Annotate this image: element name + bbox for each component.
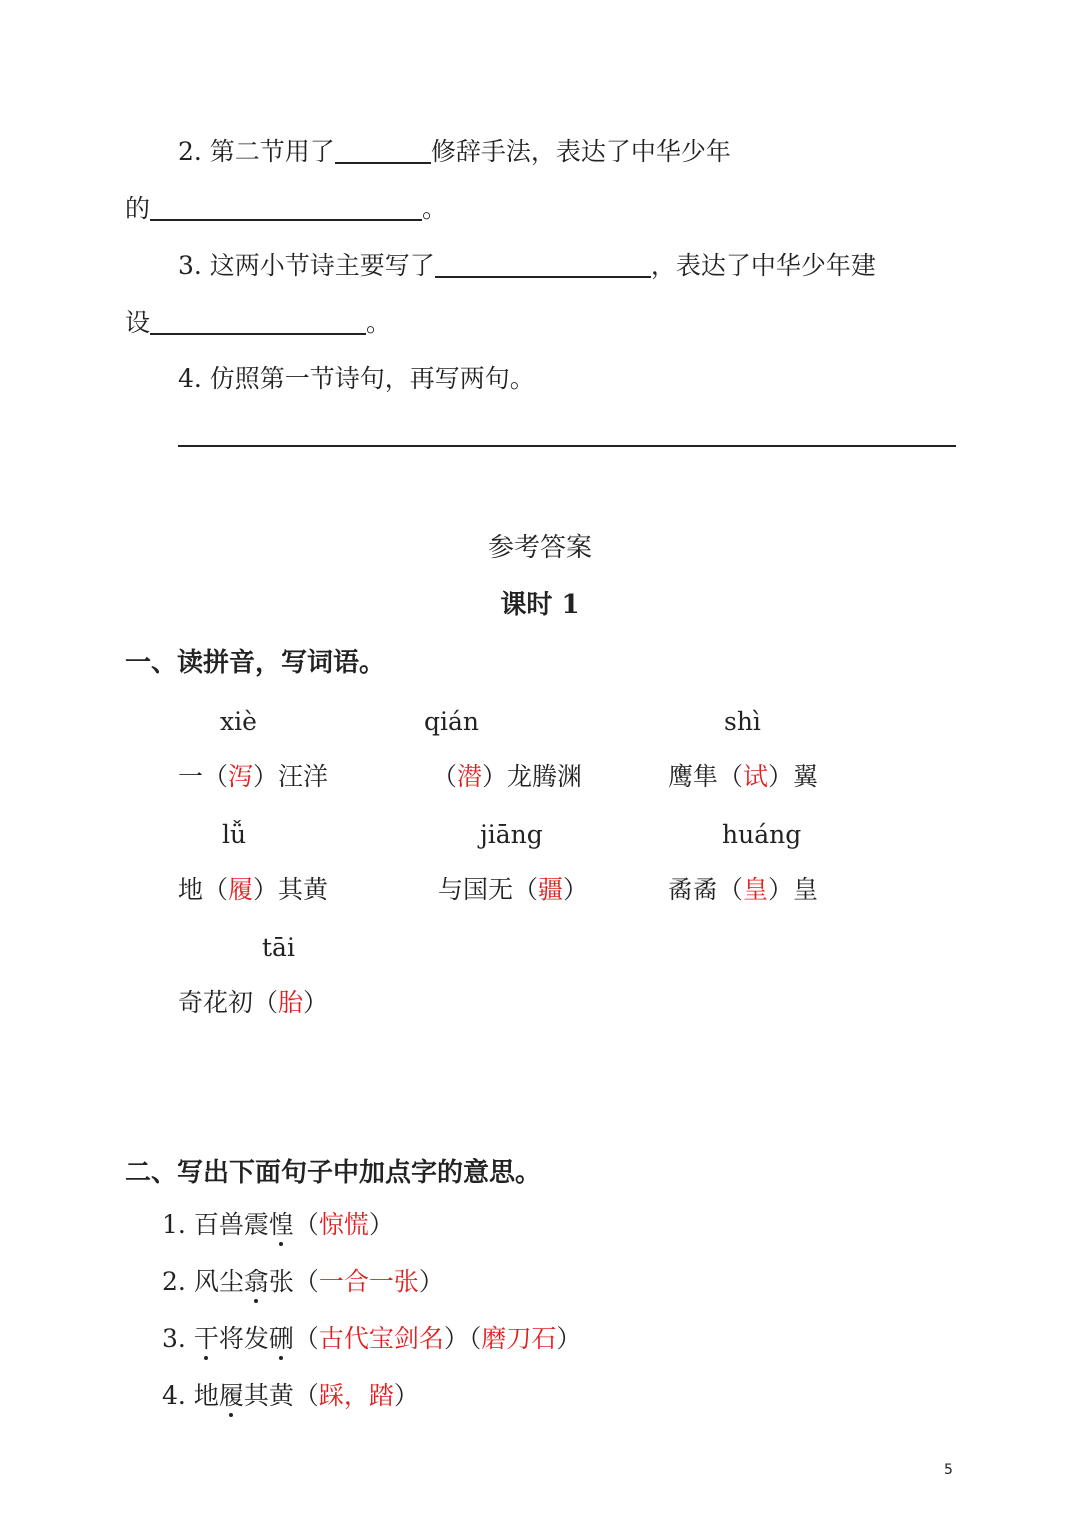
section-1-heading: 一、读拼音，写词语。: [125, 648, 386, 678]
answers-title: 参考答案: [487, 533, 592, 563]
word-item: 矞矞（皇）皇: [668, 875, 819, 904]
pinyin: tāi: [262, 933, 295, 962]
dotted-char: 干: [193, 1324, 219, 1353]
question-3-line2: 设 。: [125, 308, 392, 337]
pinyin: jiāng: [480, 820, 543, 849]
dotted-char: 惶: [268, 1210, 294, 1239]
pinyin: huáng: [722, 820, 802, 849]
dotted-char: 履: [218, 1381, 244, 1410]
word-item: 地（履）其黄: [178, 875, 329, 904]
word-item: 奇花初（胎）: [178, 988, 329, 1017]
answer-blank[interactable]: [150, 195, 422, 221]
word-item: （潜）龙腾渊: [432, 762, 583, 791]
pinyin: xiè: [220, 707, 257, 736]
question-2-line2: 的 。: [125, 194, 448, 223]
page-number: 5: [944, 1462, 953, 1478]
answer-blank[interactable]: [335, 138, 431, 164]
pinyin: shì: [724, 707, 761, 736]
meaning-item-1: 1. 百兽震惶（惊慌）: [162, 1210, 394, 1239]
answer-blank[interactable]: [150, 309, 366, 335]
answer-line[interactable]: [178, 445, 956, 447]
answer-blank[interactable]: [435, 252, 651, 278]
dotted-char: 翕: [243, 1267, 269, 1296]
question-2-line1: 2. 第二节用了 修辞手法，表达了中华少年: [178, 137, 731, 166]
pinyin: qián: [424, 707, 480, 736]
pinyin: lǚ: [222, 820, 247, 849]
meaning-item-3: 3. 干将发硎（古代宝剑名）（磨刀石）: [162, 1324, 582, 1353]
question-4: 4. 仿照第一节诗句，再写两句。: [178, 364, 535, 393]
question-3-line1: 3. 这两小节诗主要写了 ，表达了中华少年建: [178, 251, 876, 280]
word-item: 一（泻）汪洋: [178, 762, 329, 791]
meaning-item-4: 4. 地履其黄（踩，踏）: [162, 1381, 419, 1410]
word-item: 鹰隼（试）翼: [668, 762, 819, 791]
meaning-item-2: 2. 风尘翕张（一合一张）: [162, 1267, 444, 1296]
word-item: 与国无（疆）: [438, 875, 589, 904]
section-2-heading: 二、写出下面句子中加点字的意思。: [125, 1158, 542, 1188]
dotted-char: 硎: [268, 1324, 294, 1353]
lesson-title: 课时 1: [500, 590, 580, 620]
